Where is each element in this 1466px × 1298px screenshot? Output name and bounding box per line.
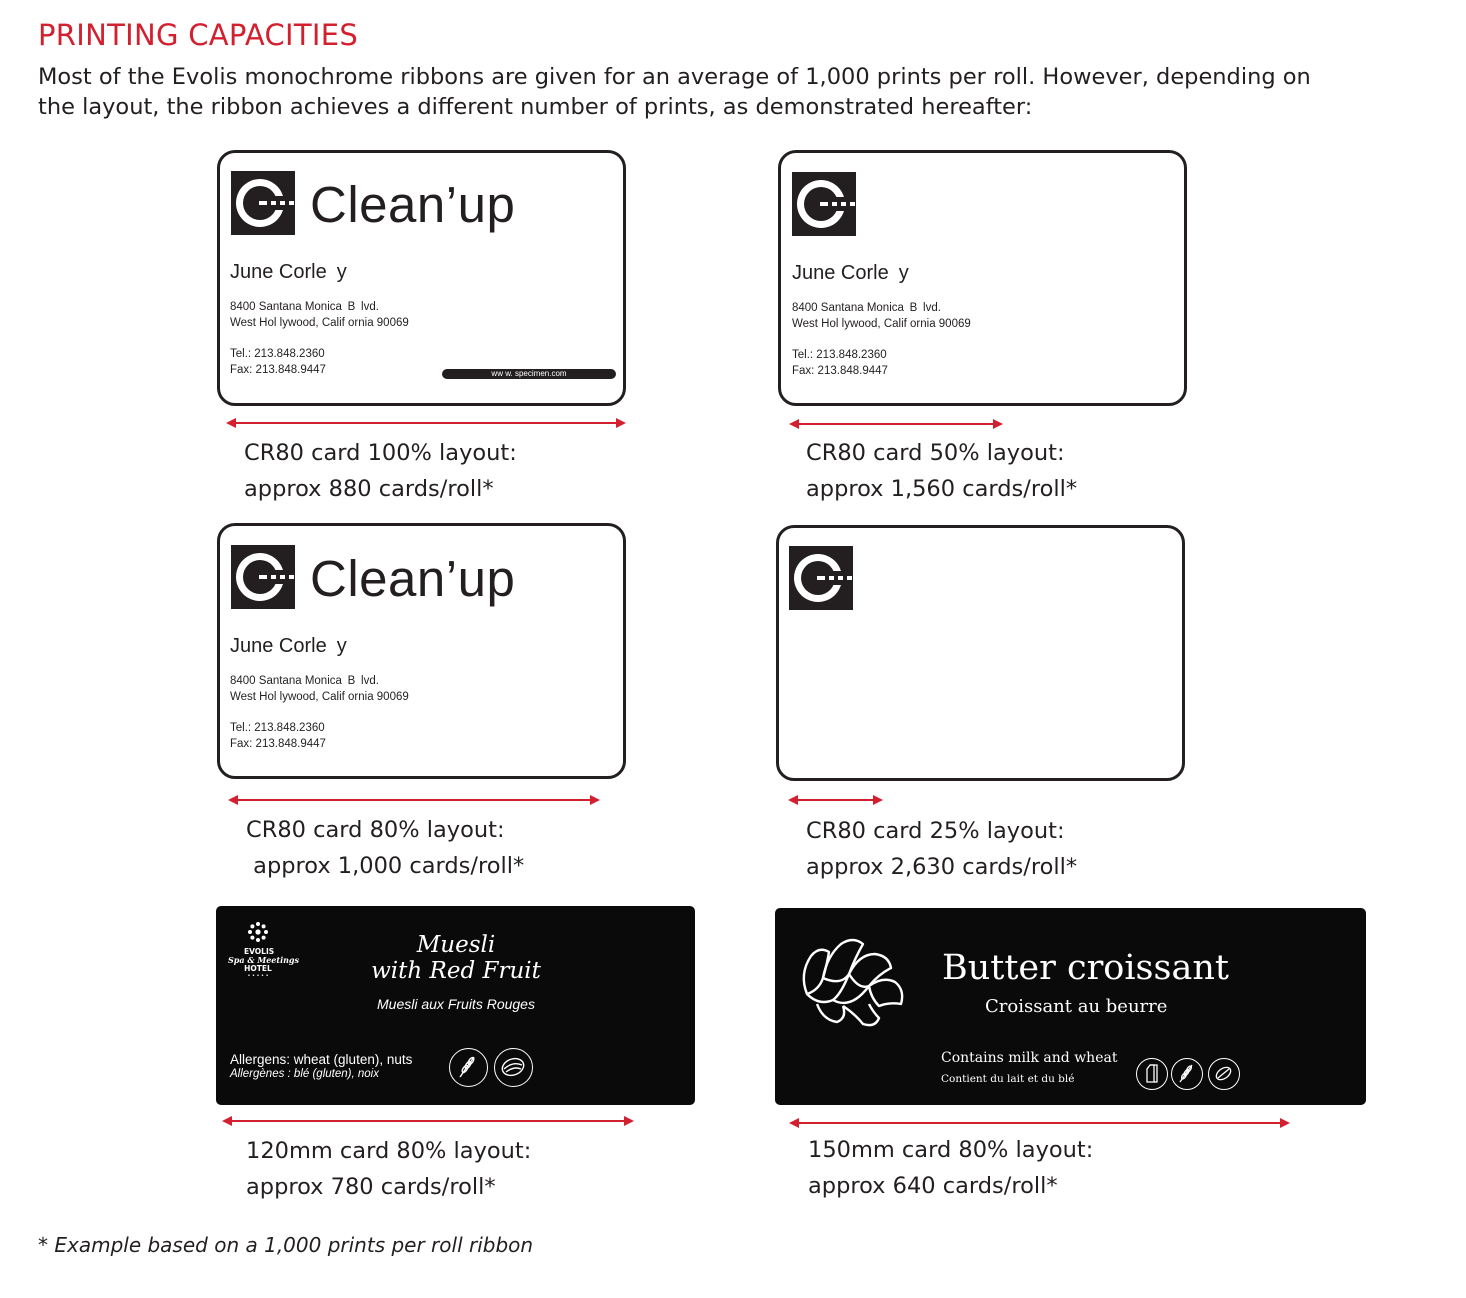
clean-up-logo-icon bbox=[792, 172, 856, 236]
address-line-1: 8400 Santana Monica B lvd. bbox=[230, 675, 379, 687]
width-arrow-50 bbox=[789, 417, 1003, 431]
cr80-card-25-percent bbox=[776, 525, 1185, 781]
muesli-card-120mm bbox=[216, 906, 695, 1105]
hotel-stars: • • • • • bbox=[247, 973, 269, 979]
tel-number: Tel.: 213.848.2360 bbox=[230, 722, 325, 734]
hotel-logo-icon bbox=[246, 920, 270, 948]
muesli-subtitle: Muesli aux Fruits Rouges bbox=[377, 996, 535, 1012]
width-arrow-150mm bbox=[789, 1116, 1290, 1130]
hotel-name-line-1: EVOLIS bbox=[244, 947, 275, 956]
tel-number: Tel.: 213.848.2360 bbox=[792, 349, 887, 361]
wheat-icon bbox=[449, 1048, 488, 1087]
caption-line-2: approx 880 cards/roll* bbox=[244, 476, 494, 502]
caption-150mm bbox=[808, 1132, 1093, 1204]
hotel-name-line-2: Spa & Meetings bbox=[228, 955, 300, 965]
seed-icon bbox=[1208, 1058, 1240, 1090]
caption-line-2: approx 1,000 cards/roll* bbox=[246, 853, 525, 879]
brand-name: Clean’up bbox=[310, 550, 516, 607]
fax-number: Fax: 213.848.9447 bbox=[792, 365, 888, 377]
croissant-card-150mm bbox=[775, 908, 1366, 1105]
croissant-title: Butter croissant bbox=[942, 948, 1229, 988]
page-title: PRINTING CAPACITIES bbox=[38, 18, 359, 52]
hotel-name-line-3: HOTEL bbox=[244, 964, 272, 973]
address-line-2: West Hol lywood, Calif ornia 90069 bbox=[230, 691, 409, 703]
fax-number: Fax: 213.848.9447 bbox=[230, 738, 326, 750]
croissant-subtitle: Croissant au beurre bbox=[985, 996, 1168, 1017]
contact-phones bbox=[792, 347, 888, 379]
contains-french: Contient du lait et du blé bbox=[941, 1073, 1075, 1085]
contains-english: Contains milk and wheat bbox=[941, 1050, 1118, 1066]
caption-line-1: CR80 card 80% layout: bbox=[246, 817, 505, 843]
caption-line-1: 120mm card 80% layout: bbox=[246, 1138, 532, 1164]
caption-line-2: approx 2,630 cards/roll* bbox=[806, 854, 1078, 880]
caption-25-percent bbox=[806, 813, 1077, 885]
caption-100-percent bbox=[244, 435, 517, 507]
muesli-title-line-2: with Red Fruit bbox=[371, 958, 541, 984]
caption-line-1: 150mm card 80% layout: bbox=[808, 1137, 1094, 1163]
clean-up-logo-icon bbox=[789, 546, 853, 610]
milk-icon bbox=[1136, 1058, 1168, 1090]
width-arrow-25 bbox=[788, 793, 883, 807]
width-arrow-80 bbox=[228, 793, 600, 807]
intro-paragraph bbox=[38, 62, 1438, 122]
muesli-title-line-1: Muesli bbox=[416, 932, 496, 958]
contact-address bbox=[230, 299, 409, 331]
allergens-french: Allergènes : blé (gluten), noix bbox=[230, 1068, 379, 1080]
contact-name: June Corle y bbox=[792, 262, 909, 284]
contact-phones bbox=[230, 346, 326, 378]
contact-address bbox=[792, 300, 971, 332]
tel-number: Tel.: 213.848.2360 bbox=[230, 348, 325, 360]
website-bar: ww w. specimen.com bbox=[442, 369, 616, 379]
fax-number: Fax: 213.848.9447 bbox=[230, 364, 326, 376]
width-arrow-100 bbox=[226, 416, 626, 430]
wheat-icon bbox=[1171, 1058, 1203, 1090]
address-line-2: West Hol lywood, Calif ornia 90069 bbox=[230, 317, 409, 329]
address-line-1: 8400 Santana Monica B lvd. bbox=[792, 302, 941, 314]
address-line-1: 8400 Santana Monica B lvd. bbox=[230, 301, 379, 313]
allergens-english: Allergens: wheat (gluten), nuts bbox=[230, 1052, 413, 1067]
intro-line-2: the layout, the ribbon achieves a different number of prints, as demonstrated hereafter: bbox=[38, 94, 1033, 120]
contact-address bbox=[230, 673, 409, 705]
contact-name: June Corle y bbox=[230, 635, 347, 657]
caption-120mm bbox=[246, 1133, 531, 1205]
caption-line-2: approx 1,560 cards/roll* bbox=[806, 476, 1078, 502]
clean-up-logo-icon bbox=[231, 171, 295, 235]
cr80-card-80-percent bbox=[217, 523, 626, 779]
caption-line-2: approx 780 cards/roll* bbox=[246, 1174, 496, 1200]
caption-line-2: approx 640 cards/roll* bbox=[808, 1173, 1058, 1199]
croissant-icon bbox=[797, 934, 909, 1036]
contact-phones bbox=[230, 720, 326, 752]
contact-name: June Corle y bbox=[230, 261, 347, 283]
cr80-card-100-percent bbox=[217, 150, 626, 406]
brand-name: Clean’up bbox=[310, 176, 516, 233]
intro-line-1: Most of the Evolis monochrome ribbons are given for an average of 1,000 prints per roll. However, depending on bbox=[38, 64, 1311, 90]
footnote: * Example based on a 1,000 prints per roll ribbon bbox=[38, 1233, 534, 1257]
caption-50-percent bbox=[806, 435, 1077, 507]
cr80-card-50-percent bbox=[778, 150, 1187, 406]
caption-line-1: CR80 card 50% layout: bbox=[806, 440, 1065, 466]
caption-line-1: CR80 card 100% layout: bbox=[244, 440, 517, 466]
clean-up-logo-icon bbox=[231, 545, 295, 609]
width-arrow-120mm bbox=[222, 1114, 634, 1128]
caption-80-percent bbox=[246, 812, 524, 884]
caption-line-1: CR80 card 25% layout: bbox=[806, 818, 1065, 844]
address-line-2: West Hol lywood, Calif ornia 90069 bbox=[792, 318, 971, 330]
nut-icon bbox=[494, 1048, 533, 1087]
